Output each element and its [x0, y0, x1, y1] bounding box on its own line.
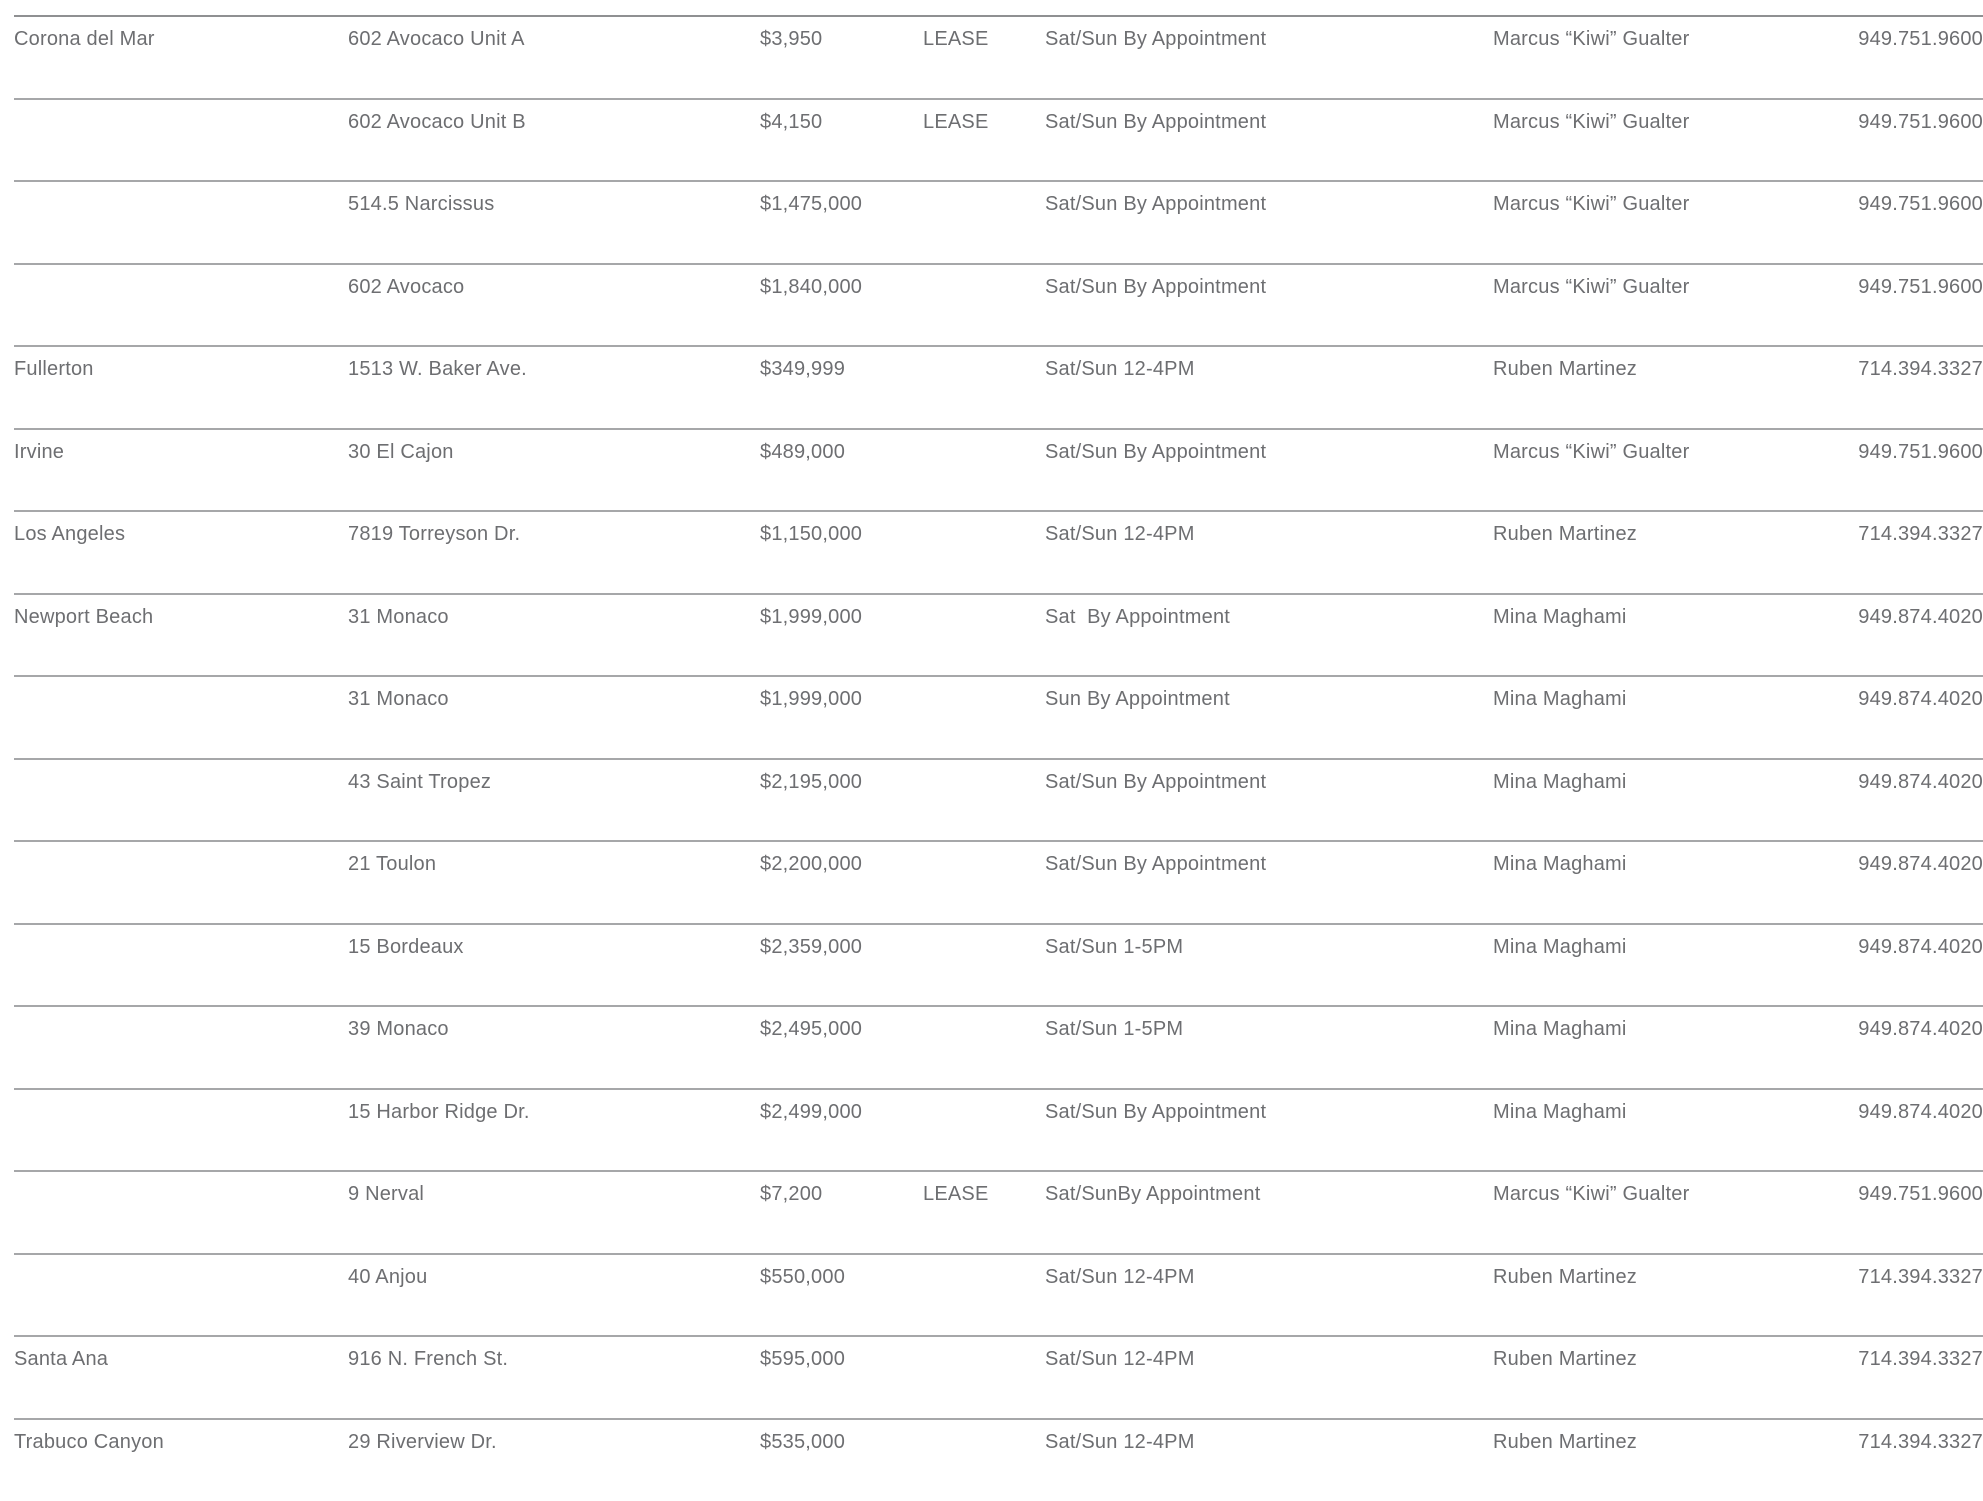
city-cell — [14, 1006, 348, 1089]
lease-cell — [923, 676, 1045, 759]
lease-cell: LEASE — [923, 99, 1045, 182]
agent-cell: Marcus “Kiwi” Gualter — [1493, 16, 1790, 99]
time-cell: Sat/Sun 12-4PM — [1045, 1254, 1493, 1337]
listing-row — [14, 346, 1983, 429]
lease-cell — [923, 1089, 1045, 1172]
lease-cell — [923, 429, 1045, 512]
phone-cell: 714.394.3327 — [1790, 1419, 1983, 1501]
time-cell: Sat/Sun By Appointment — [1045, 841, 1493, 924]
agent-cell: Mina Maghami — [1493, 676, 1790, 759]
address-cell: 15 Bordeaux — [348, 924, 760, 1007]
agent-cell: Mina Maghami — [1493, 759, 1790, 842]
address-cell: 1513 W. Baker Ave. — [348, 346, 760, 429]
address-cell: 15 Harbor Ridge Dr. — [348, 1089, 760, 1172]
lease-cell — [923, 1006, 1045, 1089]
phone-cell: 949.751.9600 — [1790, 99, 1983, 182]
address-cell: 39 Monaco — [348, 1006, 760, 1089]
lease-cell — [923, 511, 1045, 594]
time-cell: Sat/Sun By Appointment — [1045, 16, 1493, 99]
city-cell — [14, 676, 348, 759]
lease-cell — [923, 594, 1045, 677]
agent-cell: Ruben Martinez — [1493, 1336, 1790, 1419]
address-cell: 30 El Cajon — [348, 429, 760, 512]
city-cell — [14, 1254, 348, 1337]
agent-cell: Marcus “Kiwi” Gualter — [1493, 99, 1790, 182]
lease-cell — [923, 181, 1045, 264]
address-cell: 602 Avocaco Unit B — [348, 99, 760, 182]
phone-cell: 949.874.4020 — [1790, 924, 1983, 1007]
time-cell: Sat/Sun 12-4PM — [1045, 1419, 1493, 1501]
phone-cell: 949.751.9600 — [1790, 1171, 1983, 1254]
address-cell: 9 Nerval — [348, 1171, 760, 1254]
agent-cell: Ruben Martinez — [1493, 346, 1790, 429]
time-cell: Sat/Sun By Appointment — [1045, 181, 1493, 264]
city-cell — [14, 264, 348, 347]
lease-cell: LEASE — [923, 16, 1045, 99]
lease-cell — [923, 759, 1045, 842]
lease-cell: LEASE — [923, 1171, 1045, 1254]
price-cell: $7,200 — [760, 1171, 923, 1254]
phone-cell: 949.751.9600 — [1790, 429, 1983, 512]
phone-cell: 949.874.4020 — [1790, 594, 1983, 677]
listing-row — [14, 676, 1983, 759]
lease-cell — [923, 1419, 1045, 1501]
agent-cell: Marcus “Kiwi” Gualter — [1493, 429, 1790, 512]
city-cell — [14, 841, 348, 924]
time-cell: Sat/Sun By Appointment — [1045, 759, 1493, 842]
phone-cell: 949.751.9600 — [1790, 181, 1983, 264]
agent-cell: Mina Maghami — [1493, 1006, 1790, 1089]
address-cell: 602 Avocaco — [348, 264, 760, 347]
listing-row — [14, 1254, 1983, 1337]
phone-cell: 949.874.4020 — [1790, 1006, 1983, 1089]
address-cell: 916 N. French St. — [348, 1336, 760, 1419]
time-cell: Sat/Sun By Appointment — [1045, 264, 1493, 347]
listing-row — [14, 1419, 1983, 1501]
city-cell: Corona del Mar — [14, 16, 348, 99]
lease-cell — [923, 346, 1045, 429]
phone-cell: 714.394.3327 — [1790, 1336, 1983, 1419]
address-cell: 29 Riverview Dr. — [348, 1419, 760, 1501]
phone-cell: 714.394.3327 — [1790, 1254, 1983, 1337]
price-cell: $3,950 — [760, 16, 923, 99]
city-cell: Trabuco Canyon — [14, 1419, 348, 1501]
phone-cell: 714.394.3327 — [1790, 346, 1983, 429]
price-cell: $349,999 — [760, 346, 923, 429]
listing-table-body — [14, 16, 1983, 1501]
agent-cell: Ruben Martinez — [1493, 1419, 1790, 1501]
address-cell: 21 Toulon — [348, 841, 760, 924]
agent-cell: Mina Maghami — [1493, 594, 1790, 677]
listing-row — [14, 924, 1983, 1007]
price-cell: $1,150,000 — [760, 511, 923, 594]
listing-row — [14, 16, 1983, 99]
agent-cell: Mina Maghami — [1493, 841, 1790, 924]
price-cell: $1,999,000 — [760, 676, 923, 759]
price-cell: $2,200,000 — [760, 841, 923, 924]
time-cell: Sat/Sun 12-4PM — [1045, 346, 1493, 429]
city-cell: Los Angeles — [14, 511, 348, 594]
phone-cell: 714.394.3327 — [1790, 511, 1983, 594]
listing-row — [14, 99, 1983, 182]
time-cell: Sat/Sun By Appointment — [1045, 429, 1493, 512]
listing-row — [14, 1006, 1983, 1089]
listing-row — [14, 264, 1983, 347]
listing-row — [14, 511, 1983, 594]
agent-cell: Mina Maghami — [1493, 924, 1790, 1007]
city-cell — [14, 1171, 348, 1254]
city-cell: Fullerton — [14, 346, 348, 429]
listing-row — [14, 841, 1983, 924]
address-cell: 31 Monaco — [348, 676, 760, 759]
lease-cell — [923, 924, 1045, 1007]
listing-row — [14, 429, 1983, 512]
time-cell: Sat By Appointment — [1045, 594, 1493, 677]
agent-cell: Marcus “Kiwi” Gualter — [1493, 1171, 1790, 1254]
city-cell: Newport Beach — [14, 594, 348, 677]
address-cell: 43 Saint Tropez — [348, 759, 760, 842]
lease-cell — [923, 841, 1045, 924]
price-cell: $1,840,000 — [760, 264, 923, 347]
time-cell: Sun By Appointment — [1045, 676, 1493, 759]
price-cell: $2,499,000 — [760, 1089, 923, 1172]
city-cell — [14, 759, 348, 842]
open-house-listing-table — [14, 15, 1983, 1501]
agent-cell: Marcus “Kiwi” Gualter — [1493, 264, 1790, 347]
time-cell: Sat/Sun By Appointment — [1045, 1089, 1493, 1172]
city-cell — [14, 99, 348, 182]
listing-row — [14, 759, 1983, 842]
agent-cell: Mina Maghami — [1493, 1089, 1790, 1172]
phone-cell: 949.751.9600 — [1790, 16, 1983, 99]
listing-row — [14, 594, 1983, 677]
time-cell: Sat/Sun 12-4PM — [1045, 1336, 1493, 1419]
agent-cell: Ruben Martinez — [1493, 511, 1790, 594]
city-cell: Santa Ana — [14, 1336, 348, 1419]
phone-cell: 949.874.4020 — [1790, 676, 1983, 759]
price-cell: $550,000 — [760, 1254, 923, 1337]
lease-cell — [923, 1254, 1045, 1337]
address-cell: 602 Avocaco Unit A — [348, 16, 760, 99]
city-cell — [14, 1089, 348, 1172]
listing-row — [14, 1089, 1983, 1172]
phone-cell: 949.874.4020 — [1790, 841, 1983, 924]
address-cell: 514.5 Narcissus — [348, 181, 760, 264]
price-cell: $2,359,000 — [760, 924, 923, 1007]
city-cell — [14, 181, 348, 264]
price-cell: $489,000 — [760, 429, 923, 512]
lease-cell — [923, 1336, 1045, 1419]
lease-cell — [923, 264, 1045, 347]
phone-cell: 949.751.9600 — [1790, 264, 1983, 347]
price-cell: $1,999,000 — [760, 594, 923, 677]
time-cell: Sat/Sun 12-4PM — [1045, 511, 1493, 594]
phone-cell: 949.874.4020 — [1790, 1089, 1983, 1172]
agent-cell: Ruben Martinez — [1493, 1254, 1790, 1337]
price-cell: $2,195,000 — [760, 759, 923, 842]
address-cell: 7819 Torreyson Dr. — [348, 511, 760, 594]
price-cell: $1,475,000 — [760, 181, 923, 264]
phone-cell: 949.874.4020 — [1790, 759, 1983, 842]
agent-cell: Marcus “Kiwi” Gualter — [1493, 181, 1790, 264]
city-cell: Irvine — [14, 429, 348, 512]
price-cell: $535,000 — [760, 1419, 923, 1501]
time-cell: Sat/Sun 1-5PM — [1045, 924, 1493, 1007]
address-cell: 31 Monaco — [348, 594, 760, 677]
time-cell: Sat/Sun By Appointment — [1045, 99, 1493, 182]
city-cell — [14, 924, 348, 1007]
price-cell: $4,150 — [760, 99, 923, 182]
price-cell: $2,495,000 — [760, 1006, 923, 1089]
address-cell: 40 Anjou — [348, 1254, 760, 1337]
listing-row — [14, 1336, 1983, 1419]
time-cell: Sat/Sun 1-5PM — [1045, 1006, 1493, 1089]
price-cell: $595,000 — [760, 1336, 923, 1419]
listing-row — [14, 1171, 1983, 1254]
listing-row — [14, 181, 1983, 264]
time-cell: Sat/SunBy Appointment — [1045, 1171, 1493, 1254]
